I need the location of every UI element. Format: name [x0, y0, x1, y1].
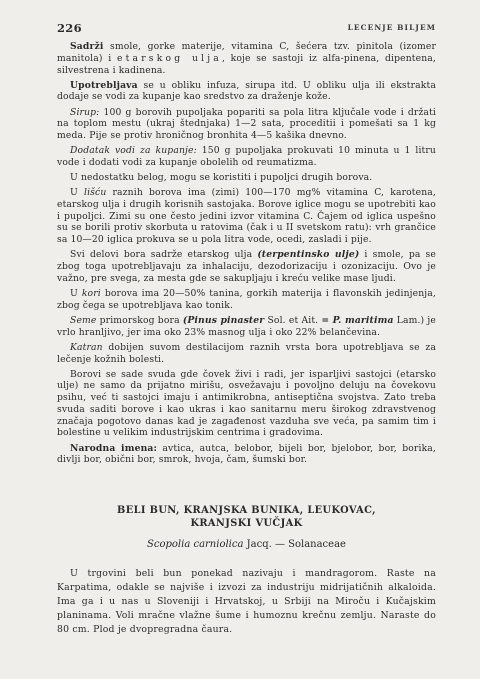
latin-name: = P. maritima	[321, 314, 394, 326]
section-title: BELI BUN, KRANJSKA BUNIKA, LEUKOVAC,	[117, 505, 376, 517]
paragraph-text: se u obliku infuza, sirupa itd. U obliku ulja ili ekstrakta dodaje se vodi za kupanje kao sredstvo za draženje kože.	[57, 79, 436, 103]
paragraph-text: avtica, autca, belobor, bijeli bor, bjelobor, bor, borika, divlji bor, obični bor, smrok, hvoja, čam, šumski bor.	[57, 442, 436, 466]
paragraph-tar	[57, 342, 436, 366]
paragraph-folk-names	[57, 443, 436, 467]
paragraph-composition	[57, 41, 436, 76]
paragraph-label: (terpentinsko ulje)	[257, 249, 360, 261]
paragraph-label: Upotrebljava	[70, 79, 138, 91]
spaced-term: etarskog ulja	[116, 52, 222, 64]
paragraph-label: Sirup:	[70, 106, 100, 118]
paragraph-label: kori	[81, 287, 101, 299]
paragraph-text: 150 g pupoljaka prokuvati 10 minuta u 1 litru vode i dodati vodi za kupanje obolelih od reumatizma.	[57, 145, 436, 168]
paragraph-text: U	[70, 187, 84, 199]
paragraph-text: 100 g borovih pupoljaka popariti sa pola litra ključale vode i držati na toplom mestu (ukraj štednjaka) 1—2 sata, proceditii i pomešati sa 1 kg meda. Pije se protiv hroničnog bronhita 4—5 kašika dnevno.	[57, 106, 436, 142]
paragraph-usage	[57, 80, 436, 104]
paragraph-other-pines	[57, 172, 436, 184]
paragraph-bath-additive	[57, 145, 436, 169]
running-head: LECENJE BILJEM	[347, 23, 436, 32]
paragraph-text: primorskog bora	[96, 314, 183, 326]
paragraph-text: raznih borova ima (zimi) 100—170 mg% vitamina C, karotena, etarskog ulja i drugih korisnih sastojaka. Borove iglice mogu se upotrebiti kao i pupoljci. Zimi su one često jedini izvor vitamina C. Čajem od iglica uspešno su se borili protiv skorbuta u ratovima (čak i u II svetskom ratu): vrh grančice sa 10—20 iglica prokuva se u pola litra vode, ocedi, zasladi i pije.	[57, 187, 436, 246]
paragraph-text: Lam.) je vrlo hranljivo, jer ima oko 23% masnog ulja i oko 22% belančevina.	[57, 314, 436, 338]
paragraph-seed	[57, 315, 436, 339]
paragraph-label: Katran	[70, 341, 103, 353]
paragraph-text: U nedostatku belog, mogu se koristiti i pupoljci drugih borova.	[70, 172, 373, 184]
paragraph-syrup	[57, 107, 436, 142]
taxon-line	[57, 538, 436, 551]
paragraph-text: borova ima 20—50% tanina, gorkih materija i flavonskih jedinjenja, zbog čega se upotrebljava kao tonik.	[57, 287, 437, 311]
paragraph-text: smole, gorke materije, vitamina C, šećera tzv. pinitola (izomer manitola) i	[57, 41, 436, 64]
paragraph-text: U	[70, 287, 82, 299]
page-header	[57, 21, 436, 37]
page-number: 226	[57, 21, 82, 35]
paragraph-text: U trgovini beli bun ponekad nazivaju i mandragorom. Raste na Karpatima, odakle se najviše i izvozi za industriju midrijatičnih alkaloida. Ima ga i u nas u Sloveniji i Hrvatskoj, u Srbiji na Miroču i Kučajskim planinama. Voli mračne vlažne šume i humoznu krečnu zemlju. Naraste do 80 cm. Plod je dvopregradna čaura.	[57, 568, 436, 636]
paragraph-text: Borovi se sade svuda gde čovek živi i radi, jer isparljivi sastojci (etarsko ulje) ne samo da prijatno mirišu, osvežavaju i povoljno deluju na čovekovu psihu, već ti sastojci imaju i antimikrobna, antiseptična svojstva. Zato treba svuda saditi borove i kao ukras i kao sanitarnu meru širokog zdravstvenog značaja pogotovo danas kad je zagađenost vazduha sve veća, pa samim tim i bolestine u velikim industrijskim centrima i gradovima.	[57, 368, 436, 439]
paragraph-text: Svi delovi bora sadrže etarskog ulja	[70, 249, 258, 261]
paragraph-planting	[57, 369, 436, 440]
taxon-author: Jacq. — Solanaceae	[243, 539, 346, 551]
paragraph-section-intro	[57, 567, 436, 637]
latin-name: (Pinus pinaster	[182, 314, 265, 326]
section-title-line-2: KRANJSKI VUČJAK	[190, 517, 303, 529]
paragraph-text: Sol. et Ait.	[264, 314, 322, 326]
paragraph-label: lišću	[84, 187, 107, 199]
paragraph-bark	[57, 288, 436, 312]
paragraph-text: i smole, pa se zbog toga upotrebljavaju za inhalaciju, dezodorizaciju i ozonizaciju. Ovo je važno, pre svega, za mesta gde se sakupljaju i kreću velike mase ljudi.	[57, 249, 436, 284]
paragraph-needles	[57, 187, 436, 246]
paragraph-essential-oil	[57, 249, 436, 284]
latin-name: Scopolia carniolica	[147, 539, 244, 551]
paragraph-label: Dodatak vodi za kupanje:	[70, 145, 197, 157]
paragraph-label: Sadrži	[70, 41, 104, 52]
paragraph-text: , koje se sastoji iz alfa-pinena, dipentena, silvestrena i kadinena.	[57, 52, 436, 76]
paragraph-label: Narodna imena:	[70, 442, 158, 454]
paragraph-label: Seme	[70, 314, 97, 326]
paragraph-text: dobijen suvom destilacijom raznih vrsta bora upotrebljava se za lečenje kožnih bolesti.	[57, 341, 436, 365]
